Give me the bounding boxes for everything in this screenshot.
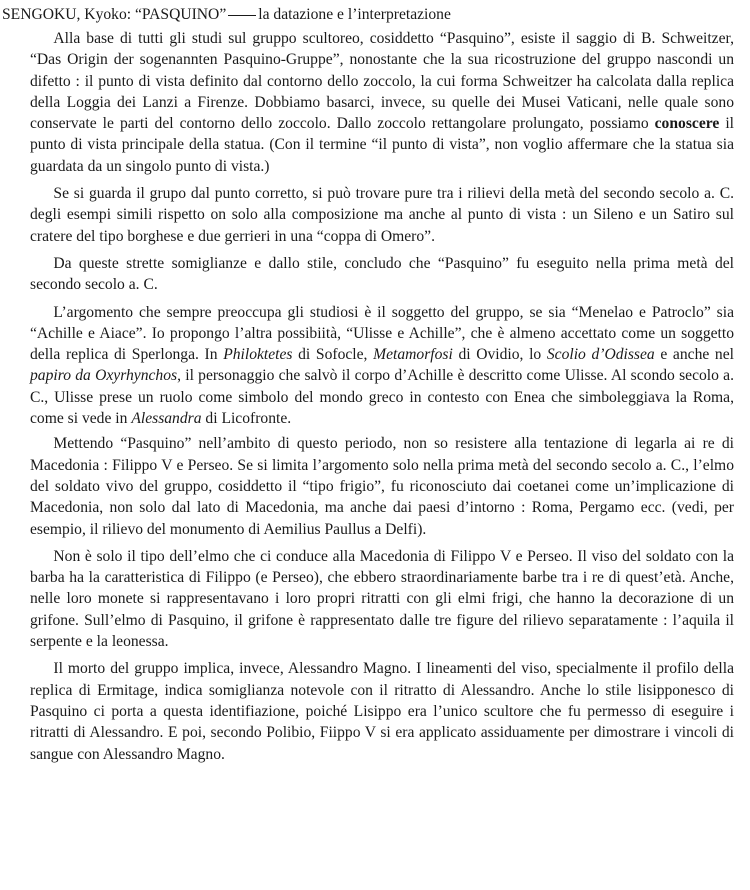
paragraph-7: Il morto del gruppo implica, invece, Alessandro Magno. I lineamenti del viso, specialmente il profilo della replica di Ermitage, indica somiglianza notevole con il ritratto di Alessandro. Anche lo stile lisipponesco di Pasquino ci porta a questa identifiazione, poiché Lisippo era l’unico scultore che fu permesso di eseguire i ritratti di Alessandro. E poi, secondo Polibio, Fiippo V si era applicato assiduamente per dimostrare i vincoli di sangue con Alessandro Magno.: [30, 660, 734, 763]
article-header: [2, 4, 734, 26]
paragraph-4: [30, 302, 734, 430]
paragraph-4-italic-2: Metamorfosi: [373, 346, 453, 364]
paragraph-4-text-3: di Ovidio, lo: [452, 346, 547, 364]
author-name: SENGOKU, Kyoko: [2, 6, 127, 23]
paragraph-4-text-2: di Sofocle,: [292, 346, 374, 364]
paragraph-6: Non è solo il tipo dell’elmo che ci conduce alla Macedonia di Filippo V e Perseo. Il viso del soldato con la barba ha la caratteristica di Filippo (e Perseo), che ebbero straordinariamente barbe tra i re di quest’età. Anche, nelle loro monete si rappresentavano i loro propri ritratti con gli elmi frigi, che hanno la decorazione di un grifone. Sull’elmo di Pasquino, il grifone è rappresentato dalle tre figure del rilievo separatamente : l’aquila il serpente e la leonessa.: [30, 547, 734, 651]
paragraph-1-text-b: il punto di vista principale della statua. (Con il termine “il punto di vista”, non voglio affermare che la statua sia guardata da un singolo punto di vista.): [30, 115, 734, 175]
title-subtitle: la datazione e l’interpretazione: [258, 6, 451, 23]
paragraph-4-text-6: di Licofronte.: [201, 410, 292, 428]
paragraph-4-italic-1: Philoktetes: [223, 346, 293, 364]
paragraph-1-text-a: Alla base di tutti gli studi sul gruppo scultoreo, cosiddetto “Pasquino”, esiste il saggio di B. Schweitzer, “Das Origin der sogenannten Pasquino-Gruppe”, nonostante che la sua ricostruzione del gruppo nascondi un difetto : il punto di vista definito dal contorno dello zoccolo, la cui forma Schweitzer ha calcolata dalla replica della Loggia dei Lanzi a Firenze. Dobbiamo basarci, invece, su quelle dei Musei Vaticani, nelle quale sono conservate le parti del contorno dello zoccolo. Dallo zoccolo rettangolare prolungato, possiamo: [30, 30, 734, 133]
paragraph-4-italic-5: Alessandra: [131, 410, 202, 428]
paragraph-1: [30, 28, 734, 177]
paragraph-4-text-1: L’argomento che sempre preoccupa gli studiosi è il soggetto del gruppo, se sia “Menelao e Patroclo” sia “Achille e Aiace”. Io propongo l’altra possibiità, “Ulisse e Achille”, che è almeno accettato come un soggetto della replica di Sperlonga. In: [30, 303, 734, 364]
paragraph-4-italic-4: papiro da Oxyrhynchos: [30, 367, 178, 385]
paragraph-4-text-5: , il personaggio che salvò il corpo d’Achille è descritto come Ulisse. Al scondo secolo a. C., Ulisse prese un ruolo come simbolo del mondo greco in contesto con Enea che simboleggiava la Roma, come si vede in: [30, 367, 734, 428]
paragraph-4-text-4: e anche nel: [654, 346, 734, 364]
paragraph-5: Mettendo “Pasquino” nell’ambito di questo periodo, non so resistere alla tentazione di legarla ai re di Macedonia : Filippo V e Perseo. Se si limita l’argomento solo nella prima metà del secondo secolo a. C., l’elmo del soldato vivo del gruppo, cosiddetto il “tipo frigio”, fu riconosciuto dai coetanei come un’implicazione di Macedonia, non solo dal lato di Macedonia, ma anche dai paesi d’intorno : Roma, Pergamo ecc. (vedi, per esempio, il rilievo del monumento di Aemilius Paullus a Delfi).: [30, 435, 734, 538]
paragraph-4-italic-3: Scolio d’Odissea: [546, 346, 655, 364]
paragraph-2: Se si guarda il grupo dal punto corretto, si può trovare pure tra i rilievi della metà del secondo secolo a. C. degli esempi simili rispetto on solo alla composizione ma anche al punto di vista : un Sileno e un Satiro sul cratere del tipo borghese e due gerrieri in una “coppa di Omero”.: [30, 185, 734, 245]
title-dash: [228, 15, 256, 16]
paragraph-1-bold: conoscere: [654, 115, 720, 133]
paragraph-3: Da queste strette somiglianze e dallo stile, concludo che “Pasquino” fu eseguito nella prima metà del secondo secolo a. C.: [30, 254, 734, 294]
title-quoted: : “PASQUINO”: [126, 6, 227, 23]
